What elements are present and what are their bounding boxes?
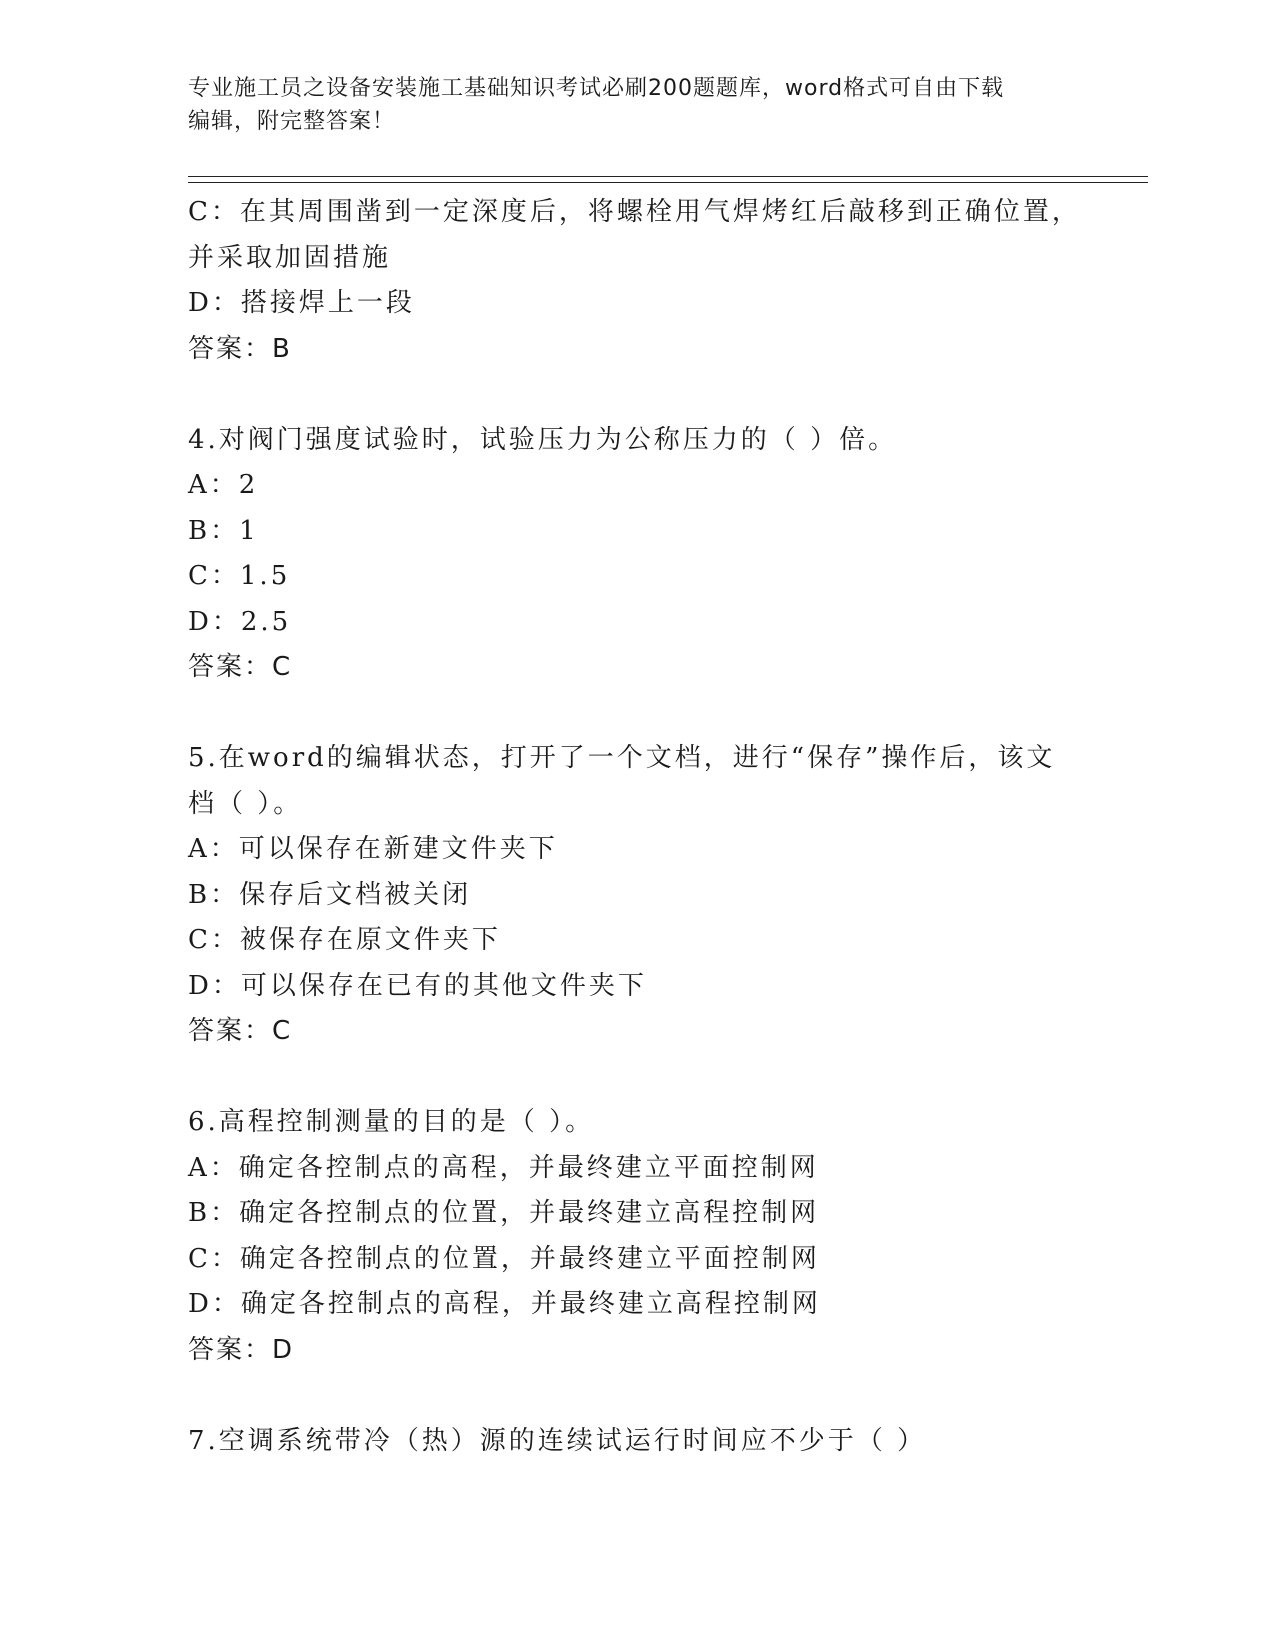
- document-header: [188, 72, 1088, 138]
- option-b: B：确定各控制点的位置，并最终建立高程控制网: [188, 1198, 820, 1228]
- answer: 答案：C: [188, 652, 293, 682]
- option-d: D：2.5: [188, 606, 292, 637]
- header-divider-bottom: [188, 182, 1148, 183]
- spacer: [188, 1055, 1088, 1101]
- option-c-line-1: C：在其周围凿到一定深度后，将螺栓用气焊烤红后敲移到正确位置，: [188, 197, 1081, 227]
- question-3-continued: [188, 190, 1088, 372]
- option-c-line-2: 并采取加固措施: [188, 242, 392, 273]
- question-list: [188, 190, 1088, 1464]
- question-6: [188, 1100, 1088, 1373]
- answer: 答案：D: [188, 1334, 295, 1365]
- option-d: D：搭接焊上一段: [188, 288, 415, 318]
- question-5: [188, 736, 1088, 1055]
- header-divider-top: [188, 176, 1148, 177]
- spacer: [188, 691, 1088, 737]
- option-b: B：1: [188, 515, 259, 546]
- header-title-line-2: 编辑，附完整答案！: [188, 109, 396, 134]
- option-a: A：2: [188, 470, 259, 500]
- question-stem-line-2: 档（ ）。: [188, 788, 303, 819]
- question-stem-line-1: 5.在word的编辑状态，打开了一个文档，进行“保存”操作后，该文: [188, 743, 1056, 773]
- question-4: [188, 418, 1088, 691]
- option-b: B：保存后文档被关闭: [188, 879, 472, 910]
- option-a: A：可以保存在新建文件夹下: [188, 834, 558, 864]
- option-d: D：确定各控制点的高程，并最终建立高程控制网: [188, 1289, 821, 1319]
- question-stem: 6.高程控制测量的目的是（ ）。: [188, 1107, 595, 1137]
- option-d: D：可以保存在已有的其他文件夹下: [188, 970, 647, 1001]
- answer: 答案：B: [188, 333, 292, 364]
- question-7: [188, 1419, 1088, 1465]
- header-title-line-1: 专业施工员之设备安装施工基础知识考试必刷200题题库，word格式可自由下载: [188, 76, 1005, 101]
- spacer: [188, 1373, 1088, 1419]
- option-a: A：确定各控制点的高程，并最终建立平面控制网: [188, 1152, 819, 1183]
- option-c: C：1.5: [188, 561, 291, 591]
- spacer: [188, 372, 1088, 418]
- answer: 答案：C: [188, 1016, 293, 1046]
- option-c: C：被保存在原文件夹下: [188, 925, 501, 955]
- question-stem: 7.空调系统带冷（热）源的连续试运行时间应不少于（ ）: [188, 1425, 927, 1456]
- question-stem: 4.对阀门强度试验时，试验压力为公称压力的（ ）倍。: [188, 424, 898, 455]
- option-c: C：确定各控制点的位置，并最终建立平面控制网: [188, 1243, 820, 1274]
